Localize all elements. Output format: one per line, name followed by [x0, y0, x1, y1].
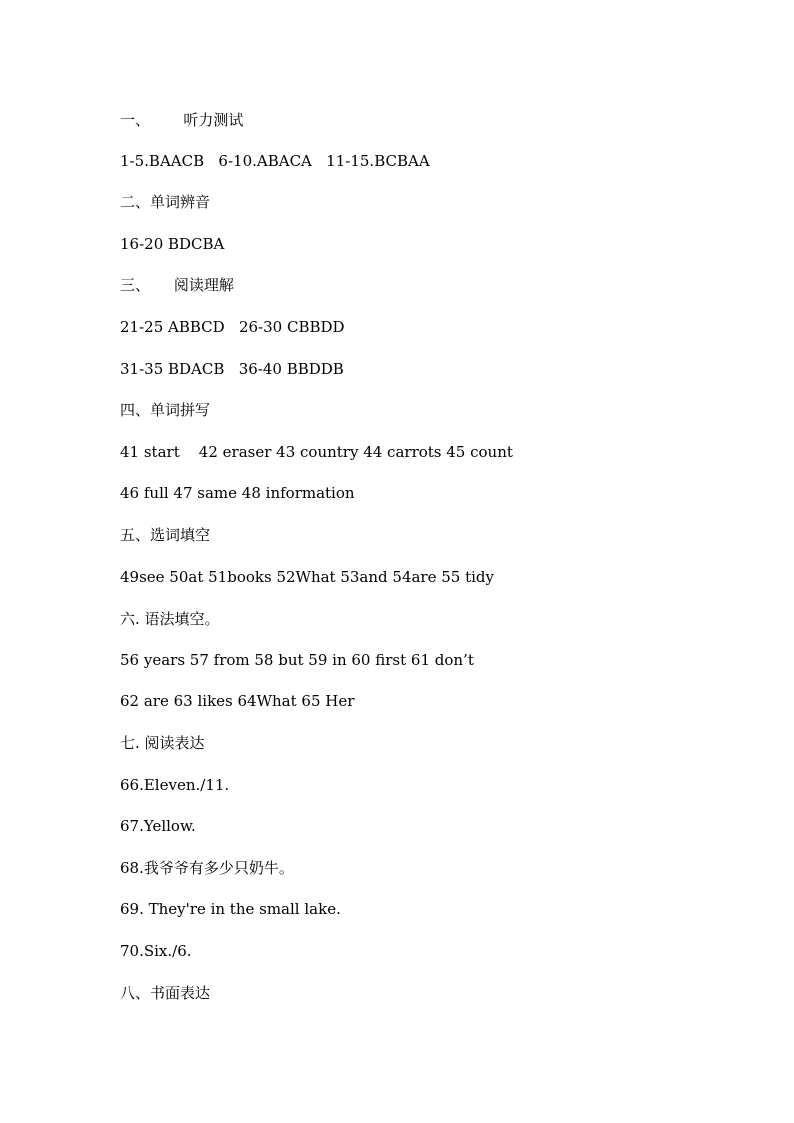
answer-line-67: 67.Yellow.: [120, 817, 196, 835]
answer-line-70: 70.Six./6.: [120, 942, 192, 960]
section-heading-listening: 一、 听力测试: [120, 111, 244, 129]
answer-line-68: 68.我爷爷有多少只奶牛。: [120, 859, 294, 877]
answer-line-21-30: 21-25 ABBCD 26-30 CBBDD: [120, 318, 345, 336]
answer-line-66: 66.Eleven./11.: [120, 776, 230, 794]
section-heading-reading-expression: 七. 阅读表达: [120, 734, 205, 752]
answer-line-69: 69. They're in the small lake.: [120, 900, 341, 918]
section-heading-spelling: 四、单词拼写: [120, 401, 211, 419]
answer-line-49-55: 49see 50at 51books 52What 53and 54are 55 tidy: [120, 568, 495, 586]
section-heading-writing: 八、书面表达: [120, 984, 211, 1002]
section-heading-word-sounds: 二、单词辨音: [120, 193, 211, 211]
answer-line-31-40: 31-35 BDACB 36-40 BBDDB: [120, 360, 344, 378]
section-heading-word-fill: 五、选词填空: [120, 526, 211, 544]
answer-line-16-20: 16-20 BDCBA: [120, 235, 225, 253]
answer-line-41-45: 41 start 42 eraser 43 country 44 carrots 45 count: [120, 443, 513, 461]
section-heading-reading: 三、 阅读理解: [120, 276, 234, 294]
section-heading-grammar-fill: 六. 语法填空。: [120, 610, 220, 628]
answer-line-1-15: 1-5.BAACB 6-10.ABACA 11-15.BCBAA: [120, 152, 430, 170]
answer-line-62-65: 62 are 63 likes 64What 65 Her: [120, 692, 355, 710]
answer-line-56-61: 56 years 57 from 58 but 59 in 60 first 61 don’t: [120, 651, 474, 669]
answer-line-46-48: 46 full 47 same 48 information: [120, 484, 355, 502]
